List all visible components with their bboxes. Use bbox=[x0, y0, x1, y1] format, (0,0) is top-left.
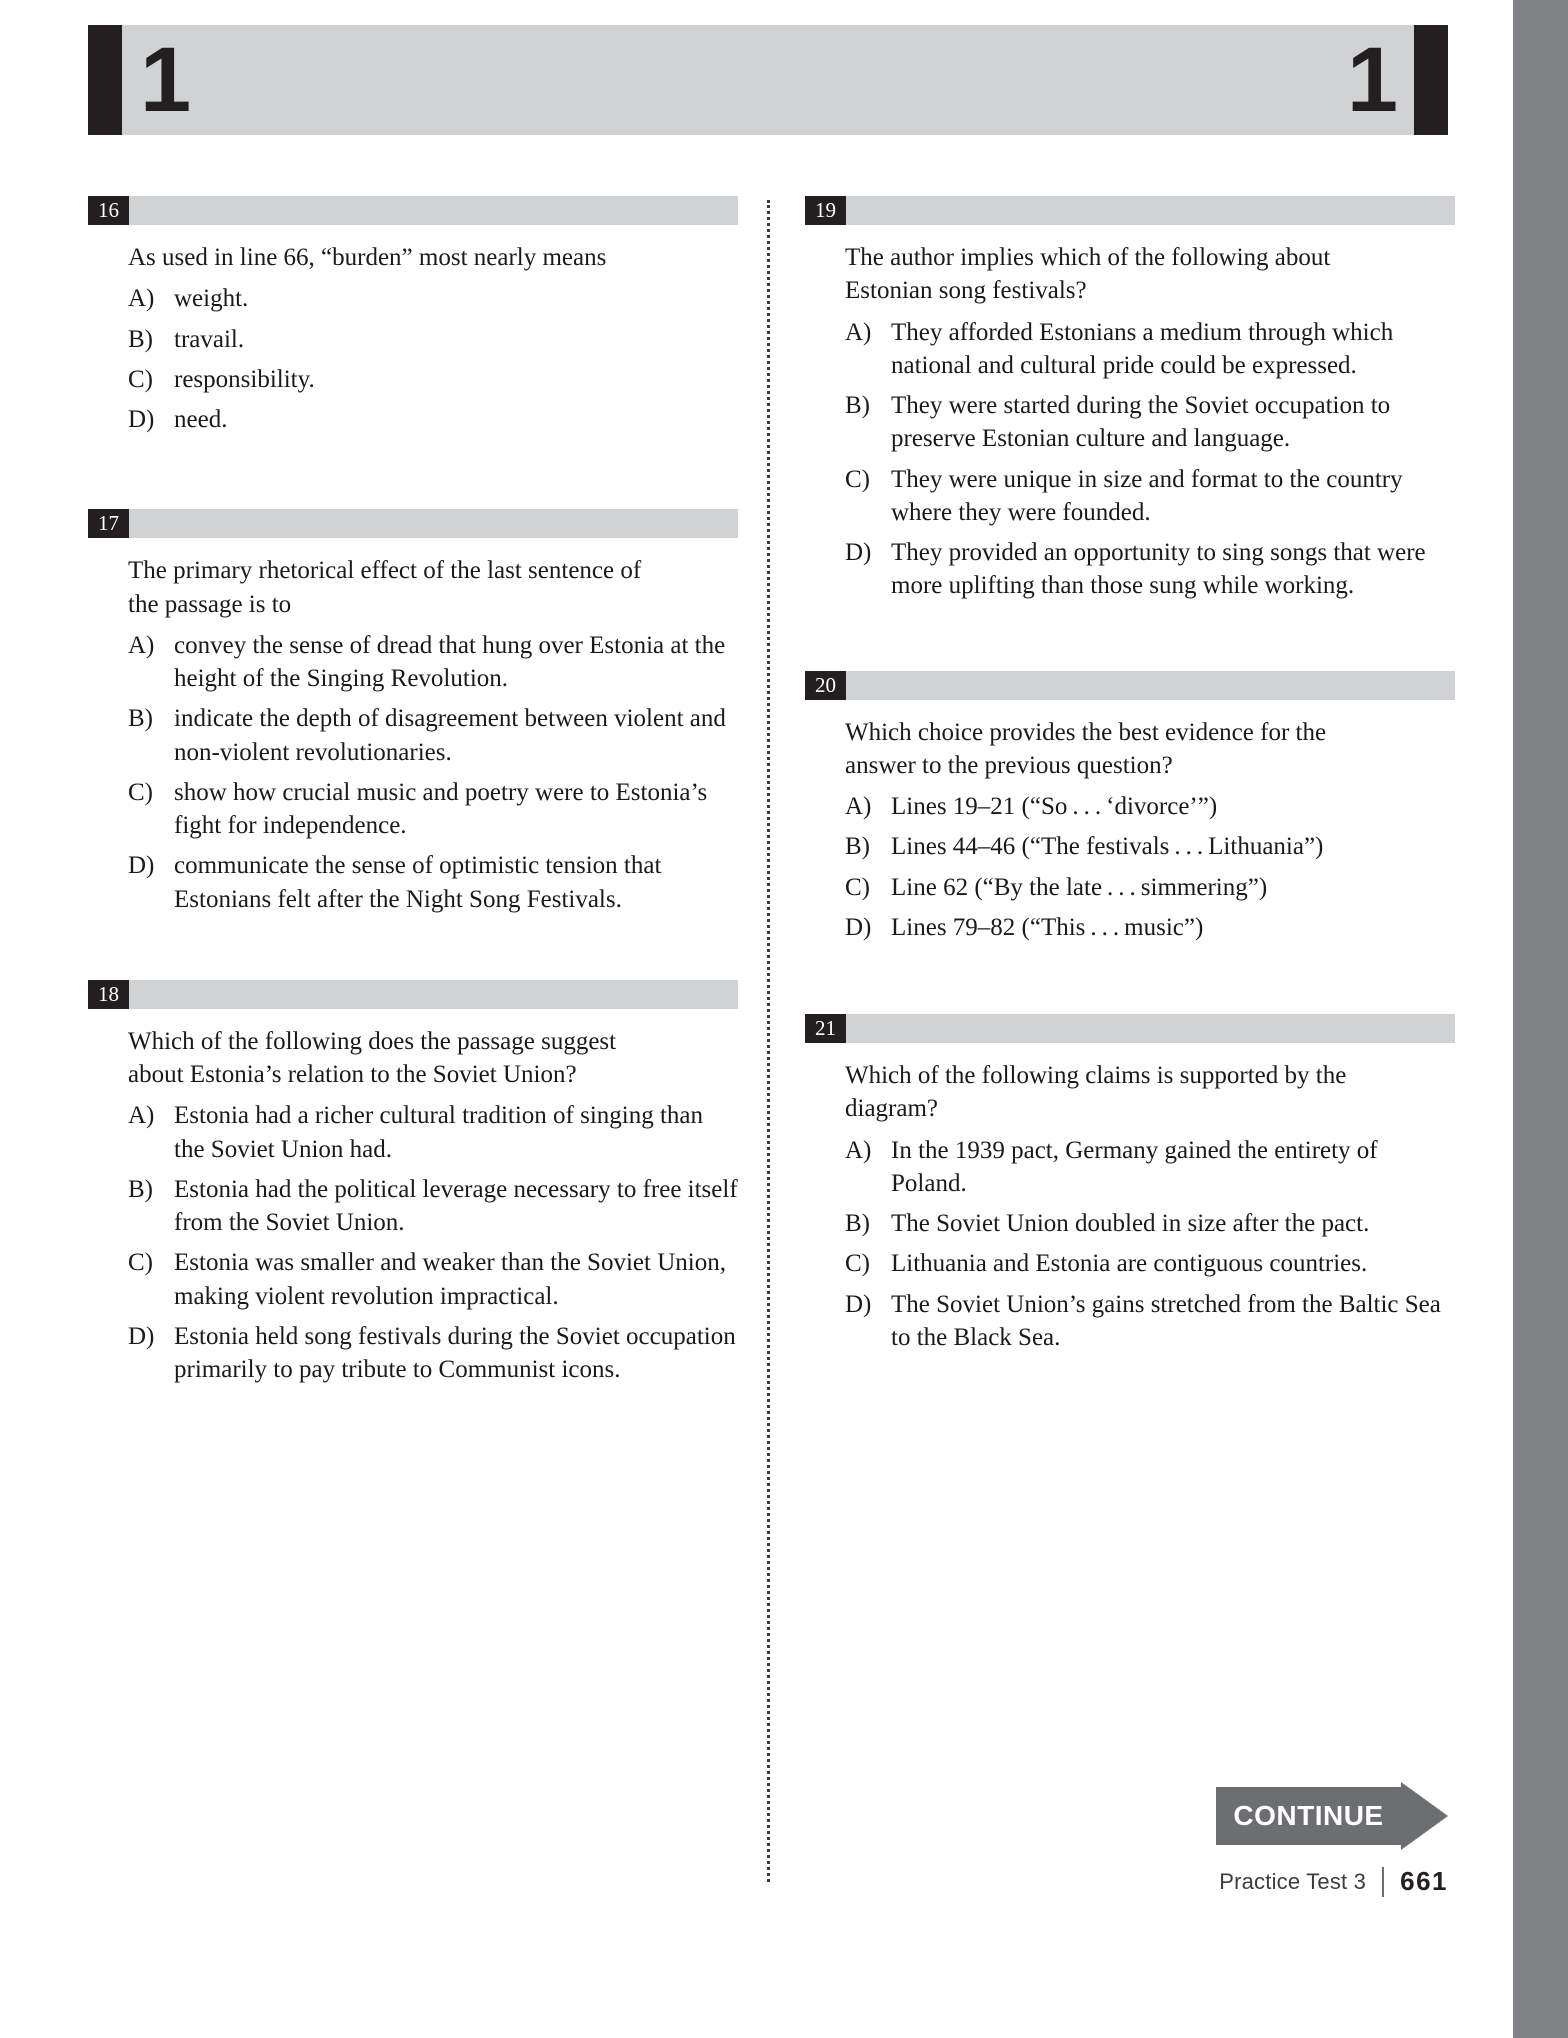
question-18 bbox=[88, 980, 738, 1387]
choice-letter: D) bbox=[128, 1322, 155, 1350]
question-17-header bbox=[88, 509, 738, 538]
continue-banner bbox=[1216, 1787, 1448, 1845]
question-column-right bbox=[805, 196, 1455, 1361]
choice-text: need. bbox=[174, 406, 228, 433]
choice-option[interactable] bbox=[128, 1099, 738, 1166]
question-18-header bbox=[88, 980, 738, 1009]
choice-letter: C) bbox=[845, 465, 870, 493]
choice-text: They were started during the Soviet occupation to preserve Estonian culture and language. bbox=[891, 392, 1391, 453]
choice-option[interactable] bbox=[845, 911, 1455, 944]
section-header-rule-left bbox=[88, 25, 122, 135]
choice-option[interactable] bbox=[128, 776, 738, 843]
choice-option[interactable] bbox=[845, 389, 1455, 456]
choice-text: weight. bbox=[174, 285, 249, 313]
choice-letter: C) bbox=[128, 778, 153, 806]
choice-option[interactable] bbox=[128, 629, 738, 696]
question-21-number: 21 bbox=[805, 1014, 846, 1043]
choice-text: They afforded Estonians a medium through which national and cultural pride could be expressed. bbox=[891, 318, 1394, 379]
choice-option[interactable] bbox=[845, 790, 1455, 823]
choice-letter: B) bbox=[845, 833, 870, 861]
choice-letter: D) bbox=[845, 539, 872, 566]
choice-text: show how crucial music and poetry were to Estonia’s fight for independence. bbox=[174, 778, 708, 839]
question-17 bbox=[88, 509, 738, 916]
choice-text: travail. bbox=[174, 325, 245, 353]
choice-letter: D) bbox=[128, 406, 155, 433]
question-20-header bbox=[805, 671, 1455, 700]
choice-option[interactable] bbox=[845, 871, 1455, 904]
choice-letter: B) bbox=[845, 392, 870, 419]
choice-letter: A) bbox=[128, 631, 155, 659]
question-16-choices bbox=[128, 282, 738, 436]
choice-option[interactable] bbox=[128, 702, 738, 769]
right-edge-band bbox=[1513, 0, 1568, 2038]
footer-page-number: 661 bbox=[1400, 1866, 1448, 1896]
choice-option[interactable] bbox=[845, 1207, 1455, 1240]
continue-label: CONTINUE bbox=[1233, 1800, 1384, 1831]
choice-option[interactable] bbox=[845, 1247, 1455, 1280]
question-19-stem: The author implies which of the following about Estonian song festivals? bbox=[845, 244, 1331, 305]
choice-text: Lithuania and Estonia are contiguous countries. bbox=[891, 1250, 1368, 1278]
choice-letter: A) bbox=[845, 793, 872, 820]
footer-separator bbox=[1382, 1867, 1384, 1897]
choice-text: indicate the depth of disagreement between violent and non-violent revolutionaries. bbox=[174, 705, 726, 766]
choice-text: Lines 19–21 (“So . . . ‘divorce’”) bbox=[891, 793, 1218, 820]
choice-option[interactable] bbox=[128, 849, 738, 916]
question-20-choices bbox=[845, 790, 1455, 944]
section-header bbox=[88, 25, 1448, 135]
choice-text: Estonia had the political leverage necessary to free itself from the Soviet Union. bbox=[174, 1175, 738, 1236]
choice-option[interactable] bbox=[845, 536, 1455, 603]
choice-option[interactable] bbox=[845, 830, 1455, 863]
question-20-number: 20 bbox=[805, 671, 846, 700]
question-20 bbox=[805, 671, 1455, 945]
choice-text: Line 62 (“By the late . . . simmering”) bbox=[891, 873, 1268, 901]
section-header-rule-right bbox=[1414, 25, 1448, 135]
question-17-stem: The primary rhetorical effect of the last sentence of the passage is to bbox=[128, 557, 642, 618]
choice-letter: C) bbox=[845, 873, 870, 901]
choice-option[interactable] bbox=[128, 1173, 738, 1240]
choice-option[interactable] bbox=[128, 403, 738, 436]
choice-text: Estonia was smaller and weaker than the Soviet Union, making violent revolution impractical. bbox=[174, 1249, 726, 1310]
question-19-choices bbox=[845, 316, 1455, 603]
question-16-header bbox=[88, 196, 738, 225]
choice-text: responsibility. bbox=[174, 365, 315, 393]
question-21-choices bbox=[845, 1134, 1455, 1355]
choice-letter: D) bbox=[845, 913, 872, 941]
question-18-choices bbox=[128, 1099, 738, 1386]
choice-text: Lines 44–46 (“The festivals . . . Lithuania”) bbox=[891, 833, 1324, 861]
question-18-stem: Which of the following does the passage suggest about Estonia’s relation to the Soviet Union? bbox=[128, 1027, 617, 1088]
choice-letter: D) bbox=[128, 852, 155, 880]
choice-text: Estonia had a richer cultural tradition of singing than the Soviet Union had. bbox=[174, 1102, 704, 1163]
question-17-choices bbox=[128, 629, 738, 916]
question-19-header bbox=[805, 196, 1455, 225]
choice-text: They were unique in size and format to the country where they were founded. bbox=[891, 465, 1403, 526]
question-18-number: 18 bbox=[88, 980, 129, 1009]
choice-option[interactable] bbox=[128, 1246, 738, 1313]
question-21-stem: Which of the following claims is supported by the diagram? bbox=[845, 1062, 1347, 1123]
section-number-left: 1 bbox=[140, 29, 190, 131]
question-column-left bbox=[88, 196, 738, 1393]
choice-letter: B) bbox=[128, 325, 153, 353]
choice-option[interactable] bbox=[128, 323, 738, 356]
question-16 bbox=[88, 196, 738, 436]
question-16-stem: As used in line 66, “burden” most nearly means bbox=[128, 244, 607, 271]
choice-option[interactable] bbox=[128, 363, 738, 396]
choice-letter: B) bbox=[128, 705, 153, 733]
choice-letter: B) bbox=[845, 1210, 870, 1237]
choice-text: They provided an opportunity to sing songs that were more uplifting than those sung while working. bbox=[891, 539, 1426, 600]
choice-letter: C) bbox=[128, 1249, 153, 1277]
choice-option[interactable] bbox=[845, 1288, 1455, 1355]
choice-letter: B) bbox=[128, 1175, 153, 1203]
choice-option[interactable] bbox=[128, 1320, 738, 1387]
choice-letter: C) bbox=[128, 365, 153, 393]
choice-letter: D) bbox=[845, 1290, 872, 1318]
question-19-number: 19 bbox=[805, 196, 846, 225]
choice-option[interactable] bbox=[845, 463, 1455, 530]
choice-letter: A) bbox=[128, 1102, 155, 1130]
page-footer bbox=[0, 1866, 1448, 1897]
question-17-number: 17 bbox=[88, 509, 129, 538]
choice-text: In the 1939 pact, Germany gained the entirety of Poland. bbox=[891, 1136, 1378, 1197]
section-number-right: 1 bbox=[1346, 29, 1396, 131]
column-divider bbox=[767, 200, 770, 1882]
question-21 bbox=[805, 1014, 1455, 1354]
choice-text: communicate the sense of optimistic tension that Estonians felt after the Night Song Festivals. bbox=[174, 852, 662, 913]
choice-text: convey the sense of dread that hung over Estonia at the height of the Singing Revolution. bbox=[174, 631, 726, 692]
choice-text: The Soviet Union’s gains stretched from the Baltic Sea to the Black Sea. bbox=[891, 1290, 1441, 1351]
choice-option[interactable] bbox=[845, 316, 1455, 383]
choice-option[interactable] bbox=[845, 1134, 1455, 1201]
choice-text: Lines 79–82 (“This . . . music”) bbox=[891, 913, 1204, 941]
section-header-bar bbox=[88, 25, 1448, 135]
choice-letter: A) bbox=[128, 285, 155, 313]
choice-letter: A) bbox=[845, 318, 872, 346]
choice-text: Estonia held song festivals during the Soviet occupation primarily to pay tribute to Communist icons. bbox=[174, 1322, 736, 1383]
choice-letter: C) bbox=[845, 1250, 870, 1278]
choice-text: The Soviet Union doubled in size after the pact. bbox=[891, 1210, 1370, 1237]
question-21-header bbox=[805, 1014, 1455, 1043]
question-20-stem: Which choice provides the best evidence for the answer to the previous question? bbox=[845, 718, 1327, 779]
footer-test-name: Practice Test 3 bbox=[1219, 1868, 1367, 1894]
choice-option[interactable] bbox=[128, 282, 738, 315]
choice-letter: A) bbox=[845, 1136, 872, 1164]
question-16-number: 16 bbox=[88, 196, 129, 225]
continue-arrow-icon bbox=[1401, 1782, 1448, 1850]
question-19 bbox=[805, 196, 1455, 603]
